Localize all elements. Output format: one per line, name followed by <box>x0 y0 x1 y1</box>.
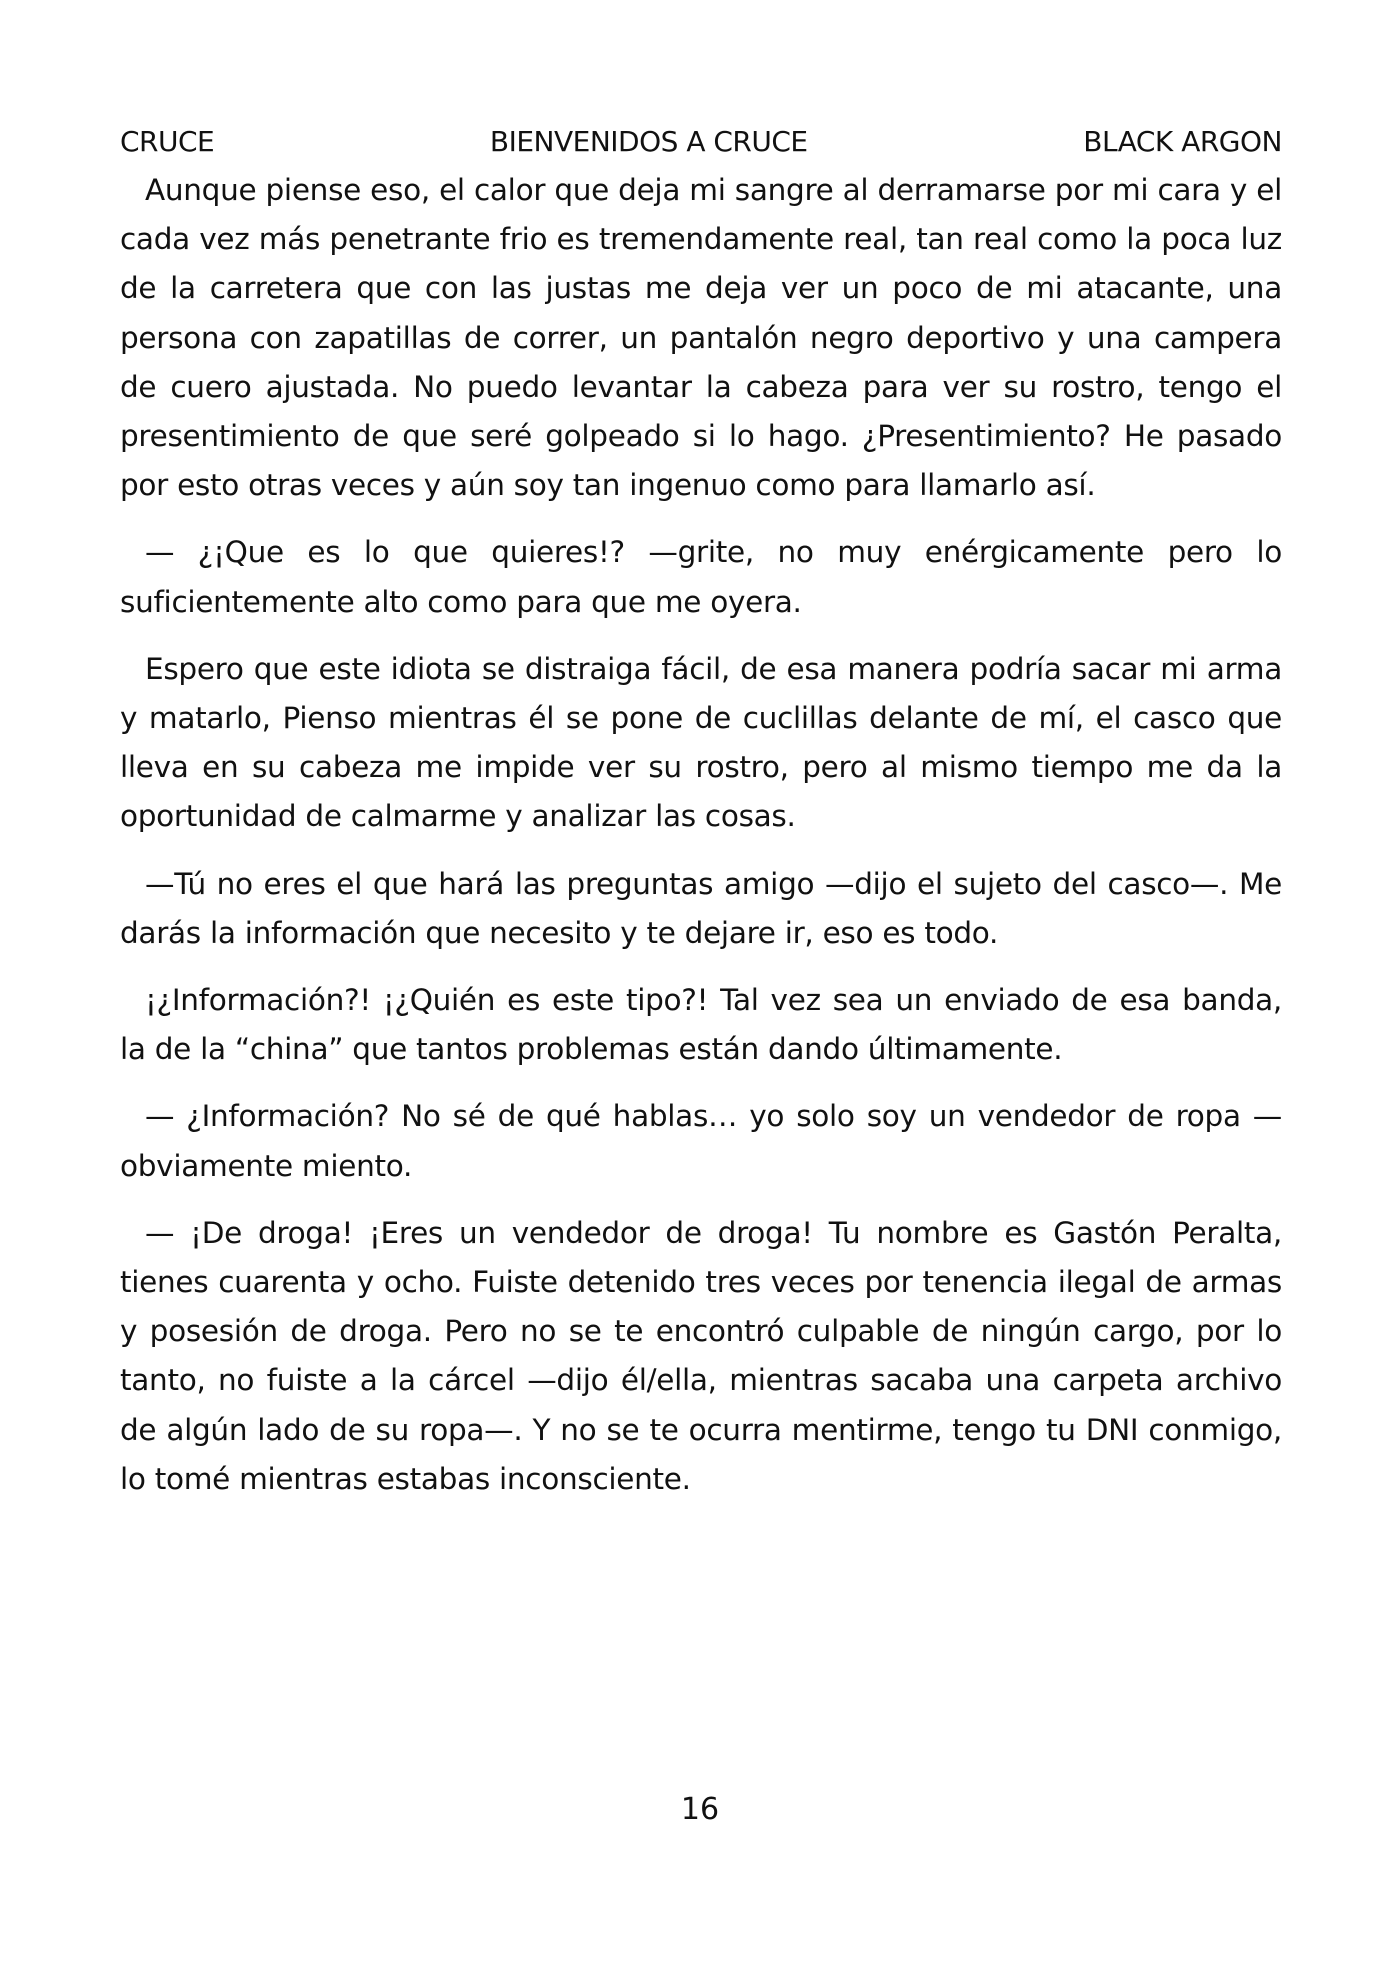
header-left: CRUCE <box>120 125 215 158</box>
paragraph: Espero que este idiota se distraiga fácil, de esa manera podría sacar mi arma y matarlo, Pienso mientras él se pone de cuclillas delante de mí, el casco que lleva en su cabeza me impide ver su rostro, pero al mismo tiempo me da la oportunidad de calmarme y analizar las cosas. <box>120 651 1282 834</box>
header-right: BLACK ARGON <box>1083 125 1282 158</box>
page-content <box>120 118 1282 1522</box>
running-header <box>120 118 1282 166</box>
paragraph: — ¿Información? No sé de qué hablas… yo solo soy un vendedor de ropa —obviamente miento. <box>120 1099 1282 1183</box>
paragraph: —Tú no eres el que hará las preguntas amigo —dijo el sujeto del casco—. Me darás la información que necesito y te dejare ir, eso es todo. <box>120 866 1282 950</box>
paragraph: ¡¿Información?! ¡¿Quién es este tipo?! Tal vez sea un enviado de esa banda, la de la “china” que tantos problemas están dando últimamente. <box>120 983 1282 1067</box>
paragraph: Aunque piense eso, el calor que deja mi sangre al derramarse por mi cara y el cada vez más penetrante frio es tremendamente real, tan real como la poca luz de la carretera que con las justas me deja ver un poco de mi atacante, una persona con zapatillas de correr, un pantalón negro deportivo y una campera de cuero ajustada. No puedo levantar la cabeza para ver su rostro, tengo el presentimiento de que seré golpeado si lo hago. ¿Presentimiento? He pasado por esto otras veces y aún soy tan ingenuo como para llamarlo así. <box>120 173 1282 503</box>
body-text <box>120 166 1282 1504</box>
page-number: 16 <box>680 1792 720 1827</box>
paragraph: — ¿¡Que es lo que quieres!? —grite, no muy enérgicamente pero lo suficientemente alto como para que me oyera. <box>120 535 1282 619</box>
header-center: BIENVENIDOS A CRUCE <box>489 125 808 158</box>
paragraph: — ¡De droga! ¡Eres un vendedor de droga! Tu nombre es Gastón Peralta, tienes cuarenta y ocho. Fuiste detenido tres veces por tenencia ilegal de armas y posesión de droga. Pero no se te encontró culpable de ningún cargo, por lo tanto, no fuiste a la cárcel —dijo él/ella, mientras sacaba una carpeta archivo de algún lado de su ropa—. Y no se te ocurra mentirme, tengo tu DNI conmigo, lo tomé mientras estabas inconsciente. <box>120 1215 1282 1496</box>
